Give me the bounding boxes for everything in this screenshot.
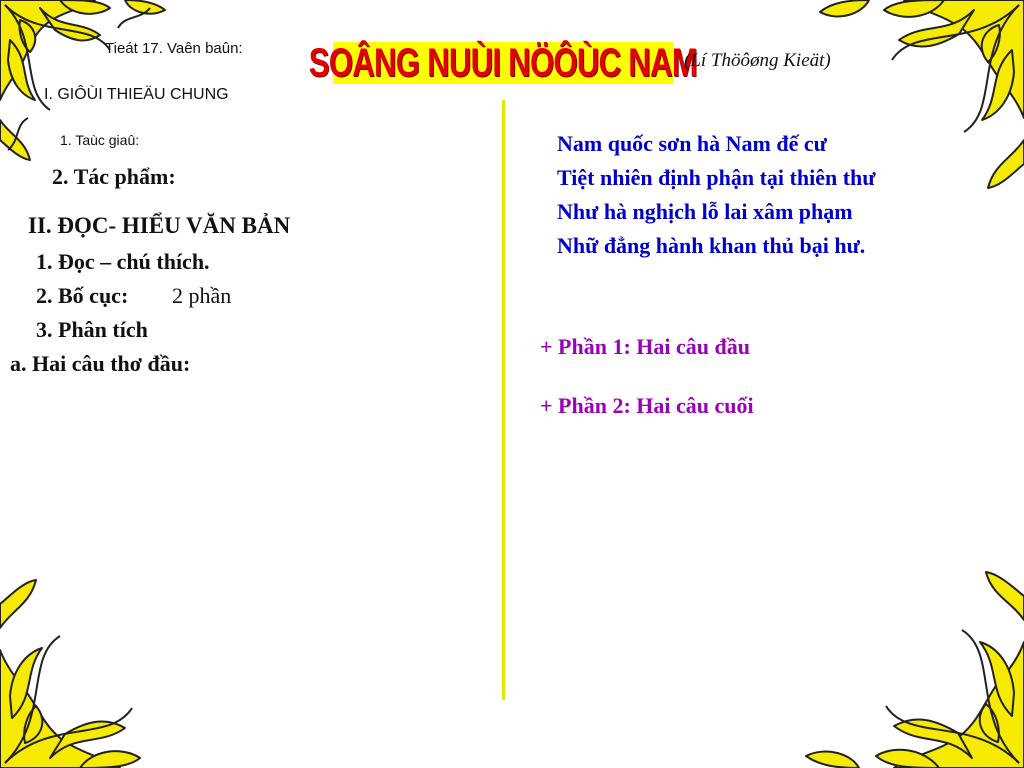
- section2-item-analysis: 3. Phân tích: [36, 317, 148, 342]
- corner-ornament-bottom-left: [0, 508, 260, 768]
- poem-title: SOÂNG NUÙI NÖÔÙC NAM: [308, 40, 698, 85]
- section2-item-structure-value: 2 phần: [172, 283, 232, 308]
- poem-line: Tiệt nhiên định phận tại thiên thư: [557, 165, 876, 190]
- poem-title-banner: [308, 40, 698, 85]
- section2-sub-a: a. Hai câu thơ đầu:: [10, 351, 191, 376]
- poem-line: Nam quốc sơn hà Nam đế cư: [557, 131, 827, 156]
- poem-line: Nhữ đẳng hành khan thủ bại hư.: [557, 233, 866, 258]
- corner-ornament-icon: [0, 508, 260, 768]
- corner-ornament-icon: [764, 508, 1024, 768]
- section2-item-structure-label: 2. Bố cục:: [36, 283, 129, 308]
- part-1: + Phần 1: Hai câu đầu: [540, 334, 750, 359]
- column-divider: [502, 100, 505, 700]
- section1-item-work: 2. Tác phẩm:: [52, 164, 176, 189]
- part-2: + Phần 2: Hai câu cuối: [540, 393, 754, 418]
- poem-text: [557, 127, 875, 263]
- section1-heading: I. GIÔÙI THIEÄU CHUNG: [44, 86, 229, 103]
- section1-item-author: 1. Taùc giaû:: [60, 132, 140, 148]
- poem-line: Như hà nghịch lỗ lai xâm phạm: [557, 199, 853, 224]
- section2-item-reading: 1. Đọc – chú thích.: [36, 249, 210, 274]
- section2-heading: II. ĐỌC- HIỂU VĂN BẢN: [28, 213, 291, 238]
- poem-author: (Lí Thöôøng Kieät): [684, 50, 831, 71]
- corner-ornament-bottom-right: [764, 508, 1024, 768]
- lesson-title: Tieát 17. Vaên baûn:: [105, 40, 243, 57]
